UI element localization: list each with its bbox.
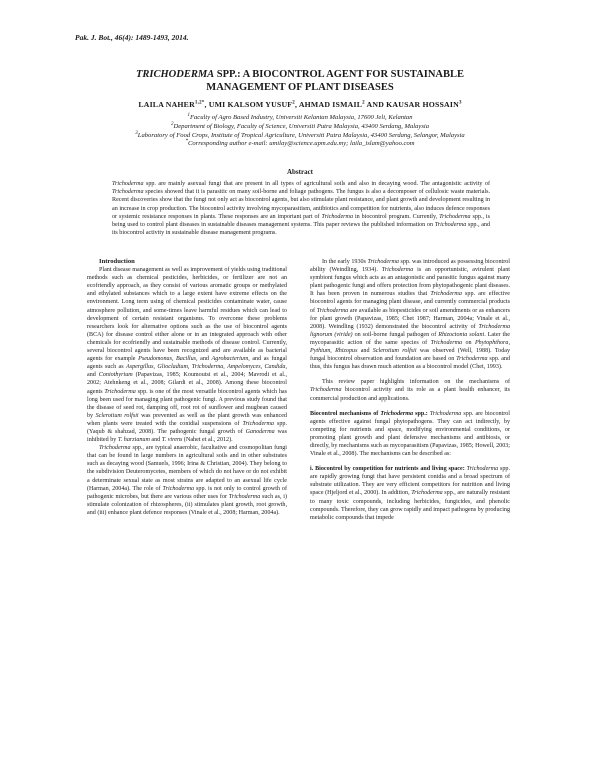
- italic-run: Trichoderma: [429, 410, 462, 417]
- text-run: and: [149, 437, 162, 444]
- text-run: is an opportunistic, avirulent plant symbiont fungus which acts as an antagonistic and parasitic fungus against many plant pathogenic fungi and offers protection from phytopathogenic plant diseases. It has been proven in numerous studies that: [310, 267, 510, 298]
- corresponding-author: [60, 140, 540, 149]
- italic-run: Trichoderma: [162, 485, 195, 492]
- author-1: LAILA NAHER: [138, 100, 195, 109]
- italic-run: Trichoderma: [367, 259, 399, 265]
- right-column: [310, 258, 510, 522]
- italic-run: Aspergillus, Gliocladium, Trichoderma, Ampelomyces, Candida,: [125, 364, 287, 371]
- abstract-genus: Trichoderma: [439, 213, 471, 220]
- abstract-text: spp., is being used to control plant diseases in sustainable diseases management systems. This paper reviews the published information on: [112, 213, 491, 229]
- author-2: , UMI KALSOM YUSUF: [204, 100, 293, 109]
- corresponding-sup: *: [185, 139, 188, 145]
- introduction-heading: Introduction: [99, 258, 135, 265]
- italic-run: Phytophthora, Pythium, Rhizopus: [310, 339, 510, 355]
- affiliation-1: [60, 114, 540, 123]
- affiliation-3-sup: 3: [135, 130, 138, 136]
- italic-run: Sclerotium rolfsii: [372, 348, 417, 355]
- italic-run: Coniothyrium: [98, 372, 133, 379]
- text-run: , and as fungal agents such as: [87, 356, 287, 371]
- text-run: was observed (Well, 1988). Today fungal biocontrol observation and foundation are based on: [310, 348, 510, 363]
- right-paragraph-2: [310, 378, 510, 402]
- italic-run: Trichoderma lignorum (viride): [310, 323, 510, 338]
- title-line1: SPP.: A BIOCONTROL AGENT FOR SUSTAINABLE: [214, 69, 465, 80]
- text-run: spp., are naturally resistant to many toxic compounds, including herbicides, fungicides, and phenolic compounds. Therefore, they can grow rapidly and impact pathogens by producing metabolic compounds that impede: [310, 490, 511, 521]
- affiliation-3-text: Laboratory of Food Crops, Institute of Tropical Agriculture, Universiti Putra Malaysia, 43400 Serdang, Selangor, Malaysia: [137, 131, 465, 139]
- text-run: This review paper highlights information on the mechanisms of: [322, 379, 510, 386]
- author-3: , AHMAD ISMAIL: [294, 100, 363, 109]
- author-list: [60, 100, 540, 109]
- text-run: was inhibited by: [87, 428, 287, 444]
- mechanisms-section: [310, 410, 510, 459]
- author-4: AND KAUSAR HOSSAIN: [364, 100, 459, 109]
- text-run: . Later the mycoparasitic action of the same species of: [310, 331, 510, 346]
- italic-run: T. virens: [161, 437, 183, 444]
- text-run: spp. (Yaqub & shahzad, 2008). The pathogenic fungal growth of: [87, 420, 287, 435]
- text-run: spp., are typical anaerobic, facultative and cosmopolitan fungi that can be found in large numbers in agricultural soils and in other substrates such as decaying wood (Samuels, 1996; Irina & Christian, 2004). They belong to the subdivision Deuteromycetes, members of which do not have or do not exhibit a determinate sexual state as most strains are adapted to an asexual life cycle (Harman, 2004a). The role of: [87, 445, 287, 492]
- author-3-sup: 2: [362, 100, 365, 106]
- title-genus: TRICHODERMA: [135, 69, 215, 80]
- italic-run: Trichoderma: [381, 267, 414, 274]
- italic-run: Trichoderma: [242, 420, 274, 427]
- competition-section: [310, 465, 510, 522]
- text-run: spp. are effective biocontrol agents for managing plant disease, and currently commercial products of: [310, 291, 510, 314]
- text-run: and: [197, 356, 212, 363]
- italic-run: Trichoderma: [310, 387, 342, 394]
- corresponding-text: Corresponding author e-mail: umilay@science.upm.edu.my; laila_islam@yahoo.com: [187, 140, 415, 148]
- abstract-genus: Trichoderma: [321, 213, 354, 220]
- text-run: spp. are rapidly growing fungi that have persistent conidia and a broad spectrum of substrate utilization. They are very efficient competitors for nutrition and living space (Hjeljord et al., 2000). In addition,: [310, 466, 510, 497]
- italic-run: Sclerotium rolfsii: [95, 412, 139, 419]
- text-run: are available as biopesticides or soil amendments or as enhancers for plant growth (Papavizas, 1985; Chet 1987; Harman, 2004a; Vinale et al., 2008). Weindling (1932) demonstrated the biocontrol activity of: [310, 307, 511, 330]
- title-line2: MANAGEMENT OF PLANT DISEASES: [206, 82, 394, 93]
- italic-run: Trichoderma: [430, 291, 462, 298]
- competition-heading: i. Biocontrol by competition for nutrients and living space:: [310, 466, 465, 473]
- right-paragraph-1: [310, 258, 510, 371]
- journal-citation: Pak. J. Bot., 46(4): 1489-1493, 2014.: [75, 33, 189, 42]
- intro-paragraph-2: [87, 444, 287, 517]
- text-run: such as, i) stimulate colonization of rhizospheres, (ii) stimulates plant growth, root growth, and (iii) enhance plant defence responses (Vinale et al., 2008; Harman, 2004a).: [87, 493, 287, 516]
- italic-run: Trichoderma: [411, 490, 443, 497]
- text-run: In the early 1930s: [322, 259, 368, 265]
- text-run: was prevented as well as the plant growth was enhanced when plants were treated with the conidial suspensions of: [87, 412, 287, 427]
- author-4-sup: 3: [458, 100, 462, 106]
- author-2-sup: 2: [292, 100, 295, 106]
- text-run: spp. is one of the most versatile biocontrol agents which has long been used for managing plant pathogenic fungi. A previous study found that the disease of seed rot, damping off, root rot of sunflower and mugbean caused by: [87, 388, 287, 419]
- abstract-text: species showed that it is parasitic on many soil-borne and foliage pathogens. The fungus is also a decomposer of cellulosic waste materials. Recent discoveries show that the fungi not only act as biocontrol agents, but also stimulate plant resistance, and plant growth and development resulting in an increase in crop production. The biocontrol activity involving mycoparasitism, antibiotics and competition for nutrients, also induces defence responses or systemic resistance responses in plants. These responses are an important part of: [112, 189, 490, 220]
- mechanisms-heading: Biocontrol mechanisms of: [310, 410, 381, 417]
- text-run: spp. are biocontrol agents effective against fungal phytopathogens. They can act indirectly, by competing for nutrients and space, modifying environmental conditions, or promoting plant growth and plant defensive mechanisms and antibiosis, or directly, by mechanisms such as mycoparasitism (Papavizas, 1985; Howell, 2003; Vinale et al., 2008). The mechanisms can be described as:: [310, 410, 510, 458]
- author-1-sup: 1,2*: [194, 100, 205, 106]
- affiliations: [60, 114, 540, 149]
- italic-run: Ganoderma: [245, 428, 275, 435]
- text-run: and: [87, 372, 99, 379]
- abstract-genus: Trichoderma: [112, 181, 144, 187]
- affiliation-1-sup: 1: [187, 112, 190, 118]
- left-column: [87, 258, 287, 517]
- text-run: and: [357, 348, 373, 355]
- italic-run: Pseudomonas, Bacillus,: [138, 356, 198, 363]
- text-run: spp. was introduced as possessing biocontrol ability (Weindling, 1934).: [310, 259, 510, 274]
- intro-paragraph-1: [87, 266, 287, 444]
- mechanisms-heading-genus: Trichoderma: [380, 410, 414, 417]
- affiliation-2-sup: 2: [170, 121, 174, 127]
- abstract-genus: Trichoderma: [112, 189, 144, 196]
- text-run: (Papavizas, 1985; Koumoutsi et al., 2004; Mavrodi et al., 2002; Atehnkeng et al., 2008; Gilardi et al., 2008). Among these biocontrol agents: [87, 372, 287, 395]
- abstract-heading: Abstract: [286, 168, 314, 176]
- abstract-genus: Trichoderma: [434, 222, 467, 229]
- text-run: (Nahet et al., 2012).: [182, 437, 233, 444]
- italic-run: Agrobacterium: [211, 356, 249, 363]
- affiliation-2: [60, 123, 540, 132]
- text-run: on soil-borne fungal pathogen of: [352, 331, 439, 338]
- abstract-text: spp., and its biocontrol activity in sustainable disease management programs.: [112, 222, 490, 237]
- text-run: Plant disease management as well as improvement of yields using traditional methods such as chemical pesticides, herbicides, or fertilizer are not an ecofriendly approach, as they consist of various aromatic groups or methylated and ethylated substances which to a large extent have extreme effects on the environment. Long term using of chemical pesticides contaminate water, cause atmosphere pollution, and some-times leave harmful residues which can lead to development of certain resistant organisms. To overcome these problems researchers look for alternative options such as the use of biocontrol agents (BCA) for disease control either alone or in an integrated approach with other chemicals for ecofriendly and sustainable methods of disease control. Currently, several biocontrol agents have been recognized and are available as bacterial agents for example: [87, 267, 287, 363]
- italic-run: Trichoderma: [430, 339, 463, 346]
- italic-run: Trichoderma: [104, 388, 136, 395]
- mechanisms-heading-end: spp.:: [413, 410, 428, 417]
- italic-run: Trichoderma: [316, 307, 349, 314]
- abstract-body: [112, 180, 490, 237]
- affiliation-1-text: Faculty of Agro Based Industry, Universiti Kelantan Malaysia, 17600 Jeli, Kelantan: [189, 114, 413, 121]
- italic-run: Rhizoctonia solani: [438, 331, 485, 338]
- text-run: spp. is not only to control growth of pathogenic microbes, but there are various other uses for: [87, 485, 288, 500]
- italic-run: Trichoderma: [466, 466, 499, 473]
- paper-title: [60, 68, 540, 94]
- abstract-text: spp. are mainly asexual fungi that are present in all types of agricultural soils and also in decaying wood. The antagonistic activity of: [143, 181, 490, 187]
- text-run: biocontrol activity and its role as a plant health enhancer, its commercial production and applications.: [310, 387, 510, 402]
- italic-run: T. harzianum: [117, 437, 150, 444]
- italic-run: Trichoderma: [228, 493, 261, 500]
- italic-run: Trichoderma: [456, 356, 488, 363]
- italic-run: Trichoderma: [99, 445, 131, 452]
- affiliation-2-text: Department of Biology, Faculty of Science, Universiti Putra Malaysia, 43400 Serdang, Malaysia: [173, 122, 430, 130]
- text-run: on: [462, 339, 475, 346]
- text-run: spp. and thus, this fungus has drawn much attention as a biocontrol model (Chet, 1993).: [310, 356, 510, 371]
- abstract-text: in biocontrol program. Currently,: [353, 213, 440, 220]
